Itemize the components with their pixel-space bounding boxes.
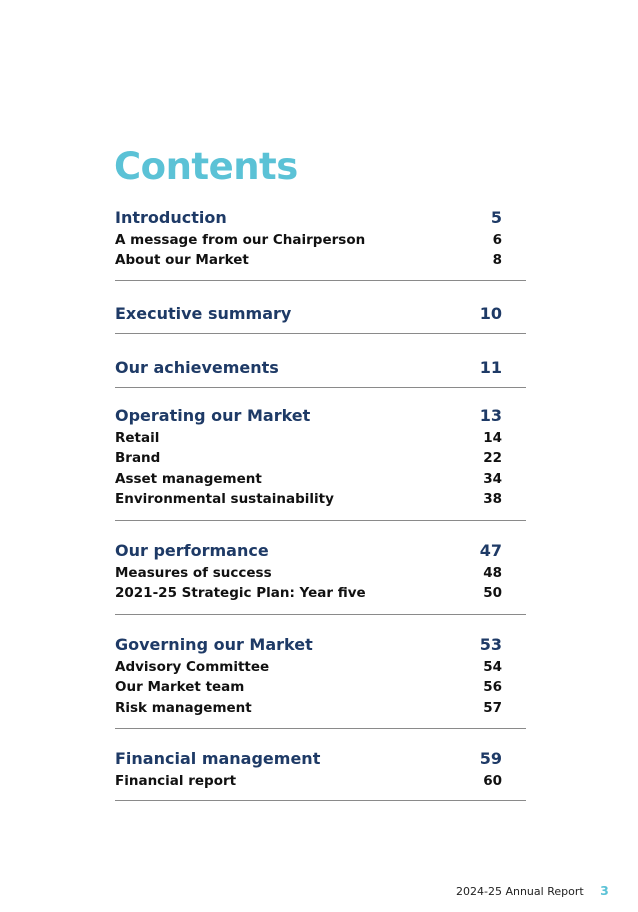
entry-label: Our Market team [115, 679, 245, 696]
toc-section-operating-our-market [115, 403, 526, 521]
report-label: 2024-25 Annual Report [456, 885, 584, 898]
toc-entry[interactable] [115, 469, 526, 489]
toc-section-heading[interactable] [115, 632, 526, 657]
footer-page-number: 3 [600, 883, 609, 898]
entry-label: Retail [115, 430, 160, 446]
entry-page-number: 48 [483, 565, 502, 581]
entry-page-number: 54 [483, 659, 502, 675]
entry-page-number: 22 [483, 450, 502, 467]
toc-section-executive-summary [115, 301, 526, 334]
entry-page-number: 56 [483, 679, 502, 696]
entry-label: Risk management [115, 699, 252, 716]
entry-label: Advisory Committee [115, 659, 270, 675]
toc-entry[interactable] [115, 583, 526, 603]
toc-entry[interactable] [115, 771, 526, 791]
toc-entry[interactable] [115, 489, 526, 509]
entry-label: 2021-25 Strategic Plan: Year five [115, 585, 366, 602]
entry-page-number: 38 [483, 490, 502, 507]
entry-label: Asset management [115, 470, 262, 487]
section-title: Financial management [115, 749, 321, 768]
section-title: Our achievements [115, 358, 279, 377]
toc-entry[interactable] [115, 563, 526, 583]
toc-section-heading[interactable] [115, 746, 526, 771]
section-title: Our performance [115, 541, 269, 560]
entry-page-number: 50 [483, 585, 502, 602]
section-title: Governing our Market [115, 635, 313, 654]
entry-page-number: 6 [492, 232, 502, 248]
toc-section-financial-management [115, 746, 526, 801]
page-title: Contents [114, 145, 298, 188]
toc-section-heading[interactable] [115, 301, 526, 326]
toc-entry[interactable] [115, 698, 526, 718]
section-title: Executive summary [115, 304, 292, 323]
entry-page-number: 60 [483, 773, 502, 789]
toc-section-heading[interactable] [115, 403, 526, 428]
toc-section-governing-our-market [115, 632, 526, 729]
toc-section-heading[interactable] [115, 538, 526, 563]
toc-section-our-achievements [115, 355, 526, 388]
toc-entry[interactable] [115, 677, 526, 697]
toc-entry[interactable] [115, 230, 526, 250]
section-page-number: 5 [490, 208, 502, 227]
toc-section-our-performance [115, 538, 526, 615]
section-title: Introduction [115, 208, 227, 227]
section-title: Operating our Market [115, 406, 311, 425]
entry-label: Environmental sustainability [115, 490, 334, 507]
entry-page-number: 34 [483, 470, 502, 487]
entry-label: A message from our Chairperson [115, 232, 366, 248]
toc-entry[interactable] [115, 250, 526, 270]
toc-section-heading[interactable] [115, 355, 526, 380]
section-page-number: 10 [479, 304, 502, 323]
section-page-number: 13 [479, 406, 502, 425]
toc-section-heading[interactable] [115, 205, 526, 230]
section-page-number: 11 [479, 358, 502, 377]
entry-page-number: 8 [492, 252, 502, 269]
section-page-number: 53 [479, 635, 502, 654]
entry-page-number: 57 [483, 699, 502, 716]
toc-entry[interactable] [115, 657, 526, 677]
section-page-number: 59 [479, 749, 502, 768]
entry-label: Measures of success [115, 565, 272, 581]
entry-page-number: 14 [483, 430, 502, 446]
entry-label: Brand [115, 450, 161, 467]
toc-section-introduction [115, 205, 526, 281]
entry-label: Financial report [115, 773, 237, 789]
section-page-number: 47 [479, 541, 502, 560]
page-footer [456, 883, 609, 898]
toc-entry[interactable] [115, 448, 526, 468]
entry-label: About our Market [115, 252, 249, 269]
toc-entry[interactable] [115, 428, 526, 448]
